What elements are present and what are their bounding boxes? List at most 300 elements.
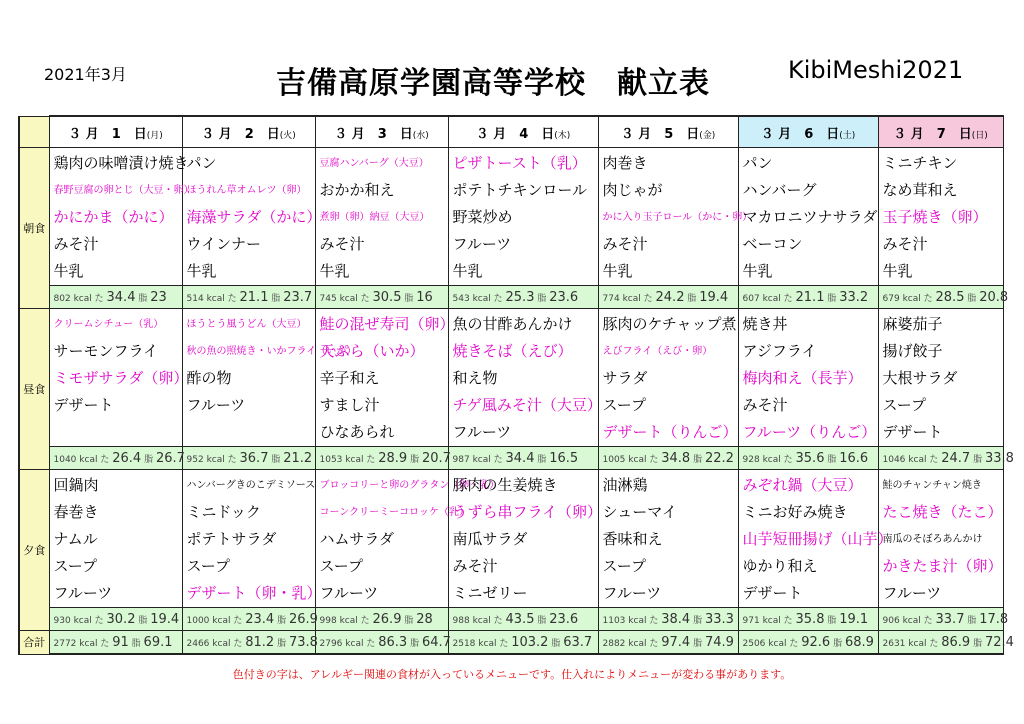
- menu-item: [54, 419, 178, 446]
- menu-item: [187, 419, 311, 446]
- menu-item: [453, 258, 594, 285]
- menu-table: [18, 115, 1014, 655]
- fat-value: 21.2: [283, 450, 313, 466]
- protein-value: 34.8: [661, 450, 691, 466]
- menu-item: [883, 177, 999, 204]
- menu-item: [320, 177, 444, 204]
- menu-item-text: パン: [742, 154, 773, 172]
- protein-label: た: [360, 293, 370, 304]
- menu-item: [54, 499, 178, 526]
- nutrition-cell: [598, 286, 738, 309]
- menu-item-text: デザート（りんご）: [602, 423, 738, 441]
- menu-item-text: ポテトサラダ: [186, 530, 277, 548]
- kcal-value: 1103: [602, 615, 626, 626]
- menu-item-text: 油淋鶏: [602, 476, 648, 494]
- menu-item: [320, 231, 444, 258]
- fat-label: 脂: [827, 293, 837, 304]
- fat-value: 72.4: [984, 634, 1014, 650]
- menu-item: [320, 553, 444, 580]
- menu-item-text: スープ: [53, 557, 98, 575]
- menu-item-text: 牛乳: [602, 262, 633, 280]
- kcal-unit: kcal: [628, 615, 647, 626]
- menu-item-text: 山芋短冊揚げ（山芋）: [742, 530, 893, 548]
- menu-item: [603, 392, 734, 419]
- menu-item-text: フルーツ: [53, 584, 113, 602]
- day-weekday: (火): [279, 130, 296, 141]
- menu-item-text: 秋の魚の照焼き・いかフライ（いか）: [186, 346, 357, 357]
- kcal-value: 998: [319, 615, 337, 626]
- menu-item-text: 牛乳: [452, 262, 483, 280]
- kcal-value: 1040: [53, 454, 77, 465]
- menu-item-text: 焼き丼: [742, 315, 788, 333]
- protein-label: た: [493, 293, 503, 304]
- protein-value: 92.6: [801, 634, 831, 650]
- menu-item-text: デザート（卵・乳）: [186, 584, 322, 602]
- kcal-value: 987: [452, 454, 470, 465]
- fat-label: 脂: [827, 454, 837, 465]
- menu-item: [453, 419, 594, 446]
- protein-value: 26.9: [372, 611, 402, 627]
- menu-item: [603, 499, 734, 526]
- fat-label: 脂: [833, 638, 843, 649]
- kcal-unit: kcal: [762, 293, 781, 304]
- menu-item-text: 南瓜サラダ: [452, 530, 528, 548]
- protein-label: た: [100, 454, 110, 465]
- nutrition-cell: [315, 608, 448, 631]
- menu-item: [453, 231, 594, 258]
- kcal-value: 607: [742, 293, 760, 304]
- kcal-value: 1053: [319, 454, 343, 465]
- menu-item-text: 天ぷら（いか）: [319, 342, 425, 360]
- fat-value: 16: [416, 289, 433, 305]
- menu-item: [54, 338, 178, 365]
- dinner-cell: [738, 470, 893, 608]
- menu-item-text: 海藻サラダ（かに）: [186, 208, 322, 226]
- fat-label: 脂: [277, 615, 287, 626]
- menu-item: [54, 580, 178, 607]
- fat-value: 19.1: [839, 611, 869, 627]
- menu-item: [743, 177, 874, 204]
- kcal-unit: kcal: [622, 293, 641, 304]
- nutrition-cell: [182, 631, 318, 655]
- menu-item: [54, 392, 178, 419]
- menu-item-text: 豚肉の生姜焼き: [452, 476, 558, 494]
- menu-item-text: フルーツ: [319, 584, 379, 602]
- nutrition-cell: [738, 631, 878, 655]
- kcal-unit: kcal: [212, 615, 231, 626]
- menu-item: [603, 365, 734, 392]
- menu-item-text: デザート: [53, 396, 114, 414]
- menu-item: [453, 472, 594, 499]
- fat-value: 33.2: [839, 289, 869, 305]
- nutrition-cell: [182, 286, 315, 309]
- protein-value: 26.4: [112, 450, 142, 466]
- fat-label: 脂: [693, 638, 703, 649]
- fat-value: 23.7: [283, 289, 313, 305]
- breakfast-cell: [182, 148, 322, 286]
- protein-label: た: [233, 615, 243, 626]
- menu-item-text: ナムル: [53, 530, 98, 548]
- kcal-unit: kcal: [902, 615, 921, 626]
- nutrition-cell: [598, 608, 738, 631]
- menu-item-text: 大根サラダ: [882, 369, 958, 387]
- fat-value: 16.6: [839, 450, 869, 466]
- protein-value: 97.4: [661, 634, 691, 650]
- fat-label: 脂: [131, 638, 141, 649]
- fat-value: 74.9: [704, 634, 734, 650]
- lunch-cell: [738, 309, 878, 447]
- protein-value: 103.2: [511, 634, 549, 650]
- menu-item: [883, 258, 999, 285]
- fat-label: 脂: [537, 615, 547, 626]
- kcal-value: 514: [186, 293, 204, 304]
- kcal-value: 543: [452, 293, 470, 304]
- menu-item: [186, 338, 357, 365]
- day-header: [738, 116, 878, 148]
- menu-item-text: フルーツ: [452, 423, 512, 441]
- fat-label: 脂: [404, 293, 414, 304]
- menu-item-text: えびフライ（えび・卵）: [602, 346, 713, 357]
- fat-value: 68.9: [844, 634, 874, 650]
- menu-item: [320, 419, 444, 446]
- menu-item-text: 揚げ餃子: [882, 342, 943, 360]
- protein-value: 34.4: [106, 289, 136, 305]
- fat-label: 脂: [144, 454, 154, 465]
- nutrition-cell: [448, 286, 598, 309]
- lunch-label: [19, 309, 49, 470]
- menu-item-text: ゆかり和え: [742, 557, 818, 575]
- menu-item-text: ほうとう風うどん（大豆）: [186, 319, 307, 330]
- menu-item: [320, 258, 444, 285]
- allergy-note: 色付きの字は、アレルギー関連の食材が入っているメニューです。仕入れによりメニューが変わる事があります。: [232, 668, 792, 681]
- day-header: [49, 116, 182, 148]
- kcal-value: 1000: [186, 615, 210, 626]
- nutrition-cell: [49, 286, 182, 309]
- menu-item-text: 魚の甘酢あんかけ: [452, 315, 573, 333]
- menu-item: [54, 526, 178, 553]
- fat-label: 脂: [271, 454, 281, 465]
- menu-item-text: ミニドック: [186, 503, 261, 521]
- nutrition-cell: [878, 286, 1009, 309]
- dinner-label: [19, 470, 49, 631]
- menu-item-text: ピザトースト（乳）: [452, 154, 587, 172]
- day-header: [182, 116, 315, 148]
- protein-label: た: [643, 293, 653, 304]
- menu-item: [743, 258, 874, 285]
- nutrition-cell: [448, 631, 598, 655]
- dinner-cell: [598, 470, 738, 608]
- menu-item: [883, 231, 999, 258]
- menu-item: [453, 338, 594, 365]
- protein-value: 25.3: [505, 289, 535, 305]
- menu-item-text: マカロニツナサラダ: [742, 208, 878, 226]
- fat-value: 73.8: [288, 634, 318, 650]
- kcal-unit: kcal: [73, 293, 92, 304]
- dinner-cell: [878, 470, 1003, 608]
- protein-value: 30.2: [106, 611, 136, 627]
- kcal-unit: kcal: [339, 293, 358, 304]
- kcal-value: 952: [186, 454, 204, 465]
- protein-label: た: [499, 638, 509, 649]
- protein-label: た: [94, 615, 104, 626]
- breakfast-cell: [49, 148, 194, 286]
- lunch-cell: [878, 309, 1003, 447]
- menu-item: [743, 365, 874, 392]
- protein-label: た: [789, 638, 799, 649]
- menu-item: [453, 526, 594, 553]
- menu-item-text: みそ汁: [742, 396, 788, 414]
- protein-label: た: [783, 615, 793, 626]
- menu-item-text: ブロッコリーと卵のグラタン（卵・乳）: [319, 480, 500, 491]
- menu-item: [320, 338, 444, 365]
- protein-label: た: [227, 454, 237, 465]
- fat-label: 脂: [693, 454, 703, 465]
- kcal-unit: kcal: [908, 454, 927, 465]
- day-header: [598, 116, 738, 148]
- menu-item-text: 回鍋肉: [53, 476, 99, 494]
- meal-label: 夕食: [23, 544, 46, 557]
- fat-label: 脂: [687, 293, 697, 304]
- menu-item: [54, 204, 178, 231]
- kcal-unit: kcal: [768, 638, 787, 649]
- menu-item-text: かに入り玉子ロール（かに・卵）: [602, 212, 753, 223]
- menu-item-text: すまし汁: [319, 396, 380, 414]
- kcal-value: 906: [882, 615, 900, 626]
- protein-label: た: [783, 293, 793, 304]
- menu-item: [453, 311, 594, 338]
- menu-item-text: ハムサラダ: [319, 530, 395, 548]
- menu-item-text: 牛乳: [319, 262, 350, 280]
- menu-item-text: みそ汁: [452, 557, 498, 575]
- protein-value: 35.6: [795, 450, 825, 466]
- fat-value: 33.8: [984, 450, 1014, 466]
- protein-label: た: [929, 638, 939, 649]
- menu-item-text: ウインナー: [186, 235, 262, 253]
- menu-item: [53, 150, 189, 177]
- menu-item: [883, 526, 999, 553]
- menu-item: [883, 338, 999, 365]
- menu-item-text: フルーツ: [186, 396, 246, 414]
- breakfast-cell: [448, 148, 598, 286]
- kcal-unit: kcal: [206, 293, 225, 304]
- breakfast-cell: [598, 148, 753, 286]
- day-weekday: (月): [146, 130, 163, 141]
- day-date: ３ 月 1 日: [68, 126, 147, 142]
- month-label: 2021年3月: [44, 65, 127, 84]
- day-header: [878, 116, 1003, 148]
- protein-label: た: [233, 638, 243, 649]
- menu-item: [187, 365, 311, 392]
- fat-label: 脂: [537, 293, 547, 304]
- menu-item: [743, 311, 874, 338]
- menu-item: [603, 553, 734, 580]
- kcal-value: 928: [742, 454, 760, 465]
- nutrition-cell: [598, 631, 738, 655]
- menu-item: [187, 311, 311, 338]
- menu-item-text: 鮭の混ぜ寿司（卵）: [319, 315, 455, 333]
- menu-item-text: ハンバーグ: [742, 181, 817, 199]
- meal-label: 昼食: [23, 383, 46, 396]
- menu-item: [882, 499, 1003, 526]
- menu-item-text: スープ: [186, 557, 231, 575]
- kcal-unit: kcal: [762, 615, 781, 626]
- fat-label: 脂: [967, 293, 977, 304]
- protein-label: た: [649, 615, 659, 626]
- nutrition-cell: [182, 608, 318, 631]
- nutrition-cell: [49, 447, 185, 470]
- menu-item: [319, 311, 455, 338]
- fat-value: 17.8: [979, 611, 1009, 627]
- menu-item-text: 牛乳: [742, 262, 773, 280]
- lunch-cell: [315, 309, 455, 447]
- menu-item: [883, 365, 999, 392]
- menu-item: [453, 580, 594, 607]
- menu-item-text: たこ焼き（たこ）: [882, 503, 1003, 521]
- menu-item: [187, 526, 311, 553]
- menu-item-text: パン: [186, 154, 217, 172]
- nutrition-cell: [878, 631, 1014, 655]
- menu-item: [743, 553, 874, 580]
- nutrition-cell: [315, 286, 448, 309]
- protein-label: た: [783, 454, 793, 465]
- nutrition-cell: [738, 447, 878, 470]
- menu-item: [603, 177, 734, 204]
- menu-item: [603, 472, 734, 499]
- day-weekday: (日): [971, 130, 988, 141]
- menu-item: [743, 472, 874, 499]
- menu-item-text: みそ汁: [319, 235, 365, 253]
- nutrition-cell: [182, 447, 315, 470]
- fat-value: 20.8: [979, 289, 1009, 305]
- brand-label: KibiMeshi2021: [788, 56, 964, 84]
- menu-item: [453, 365, 594, 392]
- nutrition-cell: [878, 608, 1009, 631]
- day-weekday: (金): [699, 130, 716, 141]
- menu-item: [603, 526, 734, 553]
- kcal-value: 2631: [882, 638, 906, 649]
- menu-item-text: ミニゼリー: [452, 584, 528, 602]
- kcal-value: 679: [882, 293, 900, 304]
- fat-label: 脂: [973, 454, 983, 465]
- menu-item-text: クリームシチュー（乳）: [53, 319, 164, 330]
- kcal-unit: kcal: [345, 638, 364, 649]
- menu-item: [54, 311, 178, 338]
- kcal-unit: kcal: [472, 615, 491, 626]
- day-date: ３ 月 2 日: [201, 126, 280, 142]
- protein-label: た: [227, 293, 237, 304]
- menu-item-text: ほうれん草オムレツ（卵）: [186, 185, 307, 196]
- menu-item-text: フルーツ: [452, 235, 512, 253]
- menu-item: [883, 419, 999, 446]
- menu-item: [883, 580, 999, 607]
- menu-item-text: 玉子焼き（卵）: [882, 208, 988, 226]
- menu-item-text: 牛乳: [186, 262, 217, 280]
- dinner-cell: [182, 470, 322, 608]
- total-label: [19, 631, 49, 655]
- menu-item-text: ミニチキン: [882, 154, 958, 172]
- kcal-unit: kcal: [902, 293, 921, 304]
- protein-value: 35.8: [795, 611, 825, 627]
- protein-value: 33.7: [935, 611, 965, 627]
- nutrition-cell: [598, 447, 738, 470]
- fat-value: 63.7: [563, 634, 593, 650]
- kcal-value: 2796: [319, 638, 343, 649]
- fat-value: 16.5: [549, 450, 579, 466]
- menu-item: [603, 580, 734, 607]
- menu-item-text: スープ: [319, 557, 364, 575]
- menu-item-text: サーモンフライ: [53, 342, 159, 360]
- menu-item-text: 梅肉和え（長芋）: [742, 369, 863, 387]
- fat-label: 脂: [410, 638, 420, 649]
- menu-item-text: 麻婆茄子: [882, 315, 943, 333]
- protein-value: 23.4: [245, 611, 275, 627]
- day-date: ３ 月 5 日: [620, 126, 700, 142]
- protein-value: 43.5: [505, 611, 535, 627]
- menu-item-text: ベーコン: [742, 235, 803, 253]
- fat-value: 64.7: [421, 634, 451, 650]
- menu-item-text: かきたま汁（卵）: [882, 557, 1003, 575]
- fat-label: 脂: [271, 293, 281, 304]
- day-date: ３ 月 7 日: [893, 126, 972, 142]
- day-header: [315, 116, 448, 148]
- menu-item-text: 春巻き: [53, 503, 99, 521]
- fat-label: 脂: [973, 638, 983, 649]
- kcal-unit: kcal: [628, 638, 647, 649]
- fat-value: 69.1: [143, 634, 173, 650]
- protein-label: た: [493, 615, 503, 626]
- menu-item-text: 焼きそば（えび）: [452, 342, 573, 360]
- menu-item: [742, 204, 878, 231]
- protein-label: た: [923, 615, 933, 626]
- kcal-unit: kcal: [472, 293, 491, 304]
- menu-item-text: コーンクリーミーコロッケ（乳）: [319, 507, 469, 518]
- fat-value: 26.7: [155, 450, 185, 466]
- menu-item-text: 肉じゃが: [602, 181, 663, 199]
- menu-item: [319, 472, 500, 499]
- fat-label: 脂: [967, 615, 977, 626]
- menu-item-text: フルーツ: [602, 584, 662, 602]
- lunch-cell: [598, 309, 738, 447]
- protein-value: 28.5: [935, 289, 965, 305]
- menu-item: [883, 204, 999, 231]
- nutrition-cell: [448, 447, 598, 470]
- menu-item-text: 南瓜のそぼろあんかけ: [882, 534, 983, 545]
- fat-label: 脂: [404, 615, 414, 626]
- kcal-value: 1005: [602, 454, 626, 465]
- menu-item: [453, 553, 594, 580]
- protein-value: 81.2: [245, 634, 275, 650]
- protein-label: た: [366, 454, 376, 465]
- kcal-value: 2772: [53, 638, 77, 649]
- nutrition-cell: [49, 608, 182, 631]
- protein-label: た: [94, 293, 104, 304]
- kcal-value: 802: [53, 293, 71, 304]
- breakfast-cell: [738, 148, 878, 286]
- fat-label: 脂: [138, 293, 148, 304]
- protein-value: 21.1: [795, 289, 825, 305]
- menu-item-text: スープ: [602, 396, 647, 414]
- menu-item-text: 牛乳: [53, 262, 84, 280]
- fat-value: 28: [416, 611, 433, 627]
- kcal-unit: kcal: [79, 638, 98, 649]
- menu-item: [453, 150, 594, 177]
- nutrition-cell: [738, 608, 878, 631]
- menu-item-text: ミモザサラダ（卵）: [53, 369, 189, 387]
- menu-item: [53, 365, 189, 392]
- protein-value: 91: [112, 634, 129, 650]
- protein-label: た: [929, 454, 939, 465]
- menu-item: [603, 150, 734, 177]
